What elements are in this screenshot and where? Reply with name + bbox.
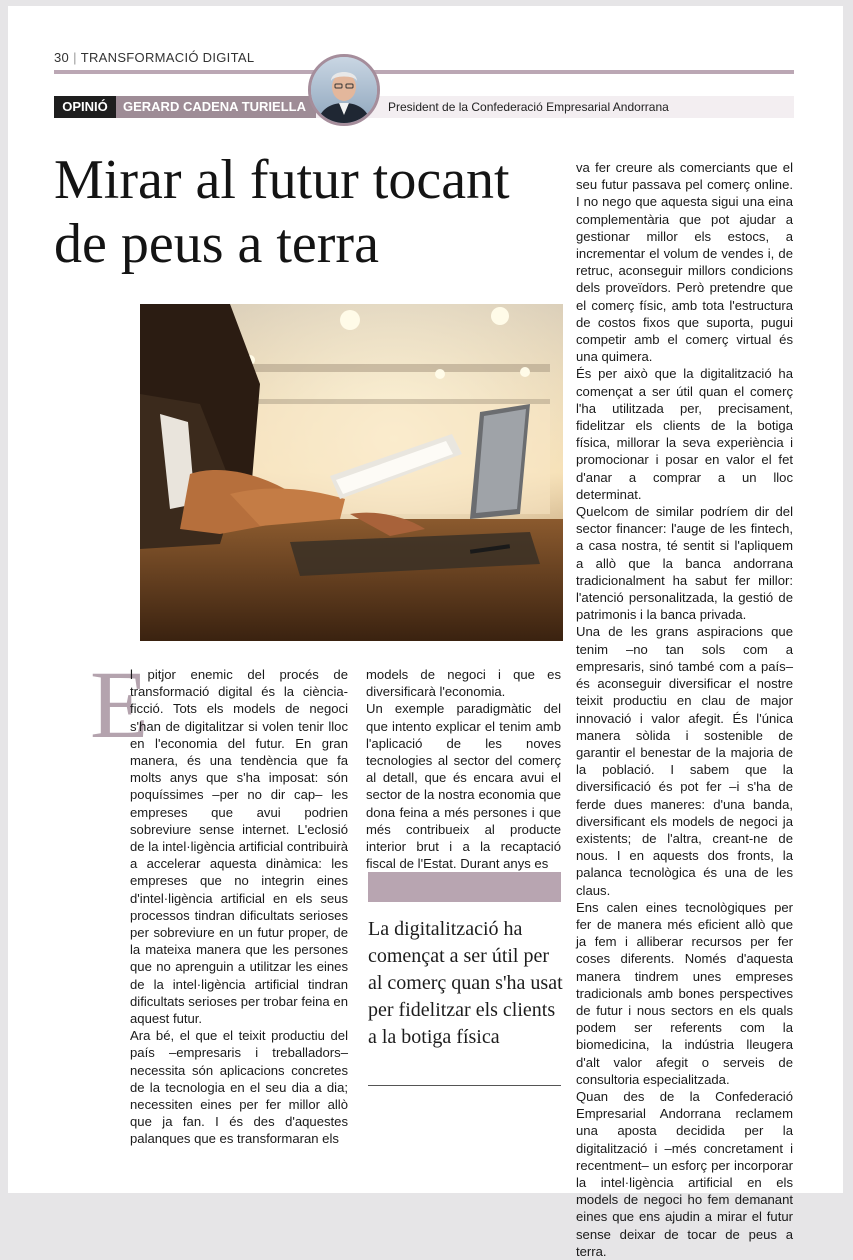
headline-line-1: Mirar al futur tocant xyxy=(54,149,510,211)
paragraph: va fer creure als comerciants que el seu futur passava pel comerç online. I no nego que aquesta sigui una eina complementària que pot ajudar a gestionar millor els estocs, a incrementar el volum de vendes i, de retruc, aconseguir millors condicions dels proveïdors. Però pretendre que el comerç físic, amb tota l'estructura de costos fixos que suporta, pugui competir amb el comerç virtual és una quimera. xyxy=(576,160,793,365)
header-rule xyxy=(54,70,794,74)
paragraph: És per això que la digitalització ha començat a ser útil quan el comerç l'ha utilitzada per, precisament, fidelitzar els clients de la botiga física, millorar la seva experiència i promocionar i posar en valor el fet d'anar a comprar a un lloc determinat. xyxy=(576,366,793,502)
paragraph: models de negoci i que es diversificarà l'economia. xyxy=(366,667,561,700)
paragraph: Ens calen eines tecnològiques per fer de manera més eficient allò que ja fem i alliberar recursos per fer coses diferents. Només d'aquesta manera tindrem unes empreses tradicionals amb bones perspectives de futur i nous sectors en els quals podem ser referents com la biomedicina, la indústria lleugera d'alt valor afegit o serveis de consultoria especialitzada. xyxy=(576,899,793,1087)
magazine-page xyxy=(8,6,843,1259)
article-column-2 xyxy=(366,666,561,872)
paragraph: Quelcom de similar podríem dir del sector financer: l'auge de les fintech, a casa nostra, té sentit si l'apliquem a allò que la banca andorrana tradicionalment ha sabut fer millor: l'atenció personalitzada, la gestió de patrimonis i la banca privada. xyxy=(576,504,793,623)
pullquote-rule xyxy=(368,1085,561,1086)
paragraph: Ara bé, el que el teixit productiu del país –empresaris i treballadors– necessita són aplicacions concretes de la tecnologia en el seu dia a dia; necessiten eines per fer millor allò que ja fan. I és des d'aquestes palanques que es transformaran els xyxy=(130,1028,348,1147)
pullquote-bar xyxy=(368,872,561,902)
paragraph: Una de les grans aspiracions que tenim –no tan sols com a empresaris, sinó també com a país– és aconseguir diversificar el nostre teixit productiu en clau de major innovació i valor afegit. És l'única manera sòlida i sostenible de garantir el benestar de la majoria de la població. I sabem que la diversificació és pot fer –i s'ha de ferde dues maneres: d'una banda, diversificant els models de negoci ja existents; de l'altra, creant-ne de nous. I en aquests dos fronts, la palanca tecnològica és una de les claus. xyxy=(576,624,793,898)
headline-line-2: de peus a terra xyxy=(54,213,379,275)
author-name: GERARD CADENA TURIELLA xyxy=(116,96,316,118)
opinion-tag: OPINIÓ xyxy=(54,96,116,118)
header-separator: | xyxy=(73,50,77,65)
author-role: President de la Confederació Empresarial Andorrana xyxy=(388,100,669,114)
paragraph: l pitjor enemic del procés de transformació digital és la ciència-ficció. Tots els models de negoci s'han de digitalitzar si volen tenir lloc en l'economia del futur. En gran manera, és una tendència que fa molts anys que s'ha imposat: són poquíssimes –per no dir cap– les empreses que avui podrien sobreviure sense internet. L'eclosió de la intel·ligència artificial contribuirà a accelerar aquesta dinàmica: les empreses que no integrin eines d'intel·ligència artificial en els seus processos tindran dificultats serioses per sobreviure en un futur proper, de la mateixa manera que les persones que no aprenguin a utilitzar les eines de la intel·ligència artificial tindran dificultats serioses per trobar feina en aquest futur. xyxy=(130,667,348,1027)
pullquote: La digitalització ha començat a ser útil per al comerç quan s'ha usat per fidelitzar els clients a la botiga física xyxy=(368,918,563,1048)
article-column-1 xyxy=(130,666,348,1148)
article-photo xyxy=(140,304,563,641)
section-title: TRANSFORMACIÓ DIGITAL xyxy=(80,50,255,65)
paragraph: Un exemple paradigmàtic del que intento explicar el tenim amb l'aplicació de les noves tecnologies al sector del comerç al detall, que és encara avui el sector de la nostra economia que dona feina a més persones i que més contribueix al producte interior brut i a la recaptació fiscal de l'Estat. Durant anys es xyxy=(366,701,561,872)
article-column-3 xyxy=(576,159,793,1260)
drop-cap: E xyxy=(90,651,149,758)
page-number: 30 xyxy=(54,50,70,65)
author-photo xyxy=(308,54,380,126)
article-headline xyxy=(54,148,564,276)
paragraph: Quan des de la Confederació Empresarial Andorrana reclamem una aposta decidida per la digitalització i –més concretament i recentment– un esforç per incorporar la intel·ligència artificial en els models de negoci ho fem demanant eines que ens ajudin a mirar el futur sense deixar de tocar de peus a terra. xyxy=(576,1088,793,1259)
page-header xyxy=(54,50,254,65)
